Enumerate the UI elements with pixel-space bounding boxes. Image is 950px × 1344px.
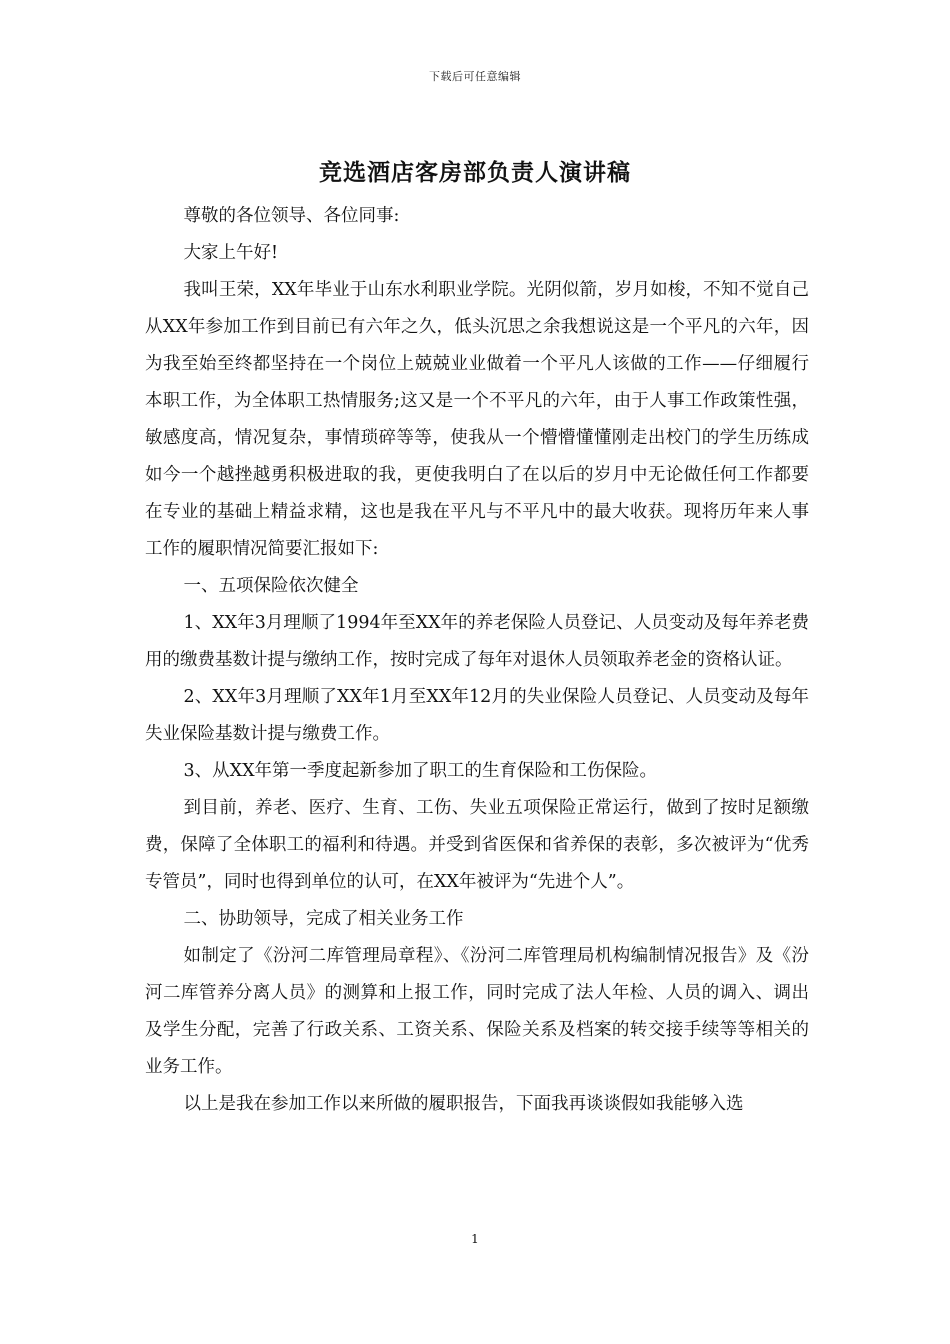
page-number: 1: [471, 1232, 479, 1246]
document-body: [145, 198, 809, 1123]
paragraph-summary: 到目前，养老、医疗、生育、工伤、失业五项保险正常运行，做到了按时足额缴费，保障了全体职工的福利和待遇。并受到省医保和省养保的表彰，多次被评为“优秀专管员”，同时也得到单位的认可，在XX年被评为“先进个人”。: [145, 798, 809, 892]
paragraph-item-1: 1、XX年3月理顺了1994年至XX年的养老保险人员登记、人员变动及每年养老费用的缴费基数计提与缴纳工作，按时完成了每年对退休人员领取养老金的资格认证。: [145, 613, 809, 670]
section-heading-1: 一、五项保险依次健全: [183, 576, 359, 596]
document-title: 竞选酒店客房部负责人演讲稿: [319, 159, 631, 186]
salutation: 尊敬的各位领导、各位同事:: [183, 206, 400, 226]
paragraph-item-3: 3、从XX年第一季度起新参加了职工的生育保险和工伤保险。: [183, 761, 658, 781]
paragraph-business-work: 如制定了《汾河二库管理局章程》、《汾河二库管理局机构编制情况报告》及《汾河二库管养分离人员》的测算和上报工作，同时完成了法人年检、人员的调入、调出及学生分配，完善了行政关系、工资关系、保险关系及档案的转交接手续等等相关的业务工作。: [145, 946, 809, 1077]
header-note: 下载后可任意编辑: [429, 70, 521, 83]
paragraph-intro: 我叫王荣，XX年毕业于山东水利职业学院。光阴似箭，岁月如梭，不知不觉自己从XX年参加工作到目前已有六年之久，低头沉思之余我想说这是一个平凡的六年，因为我至始至终都坚持在一个岗位上兢兢业业做着一个平凡人该做的工作——仔细履行本职工作，为全体职工热情服务;这又是一个不平凡的六年，由于人事工作政策性强，敏感度高，情况复杂，事情琐碎等等，使我从一个懵懵懂懂刚走出校门的学生历练成如今一个越挫越勇积极进取的我，更使我明白了在以后的岁月中无论做任何工作都要在专业的基础上精益求精，这也是我在平凡与不平凡中的最大收获。现将历年来人事工作的履职情况简要汇报如下:: [145, 280, 809, 559]
section-heading-2: 二、协助领导，完成了相关业务工作: [183, 909, 464, 929]
paragraph-closing: 以上是我在参加工作以来所做的履职报告，下面我再谈谈假如我能够入选: [183, 1094, 744, 1114]
paragraph-item-2: 2、XX年3月理顺了XX年1月至XX年12月的失业保险人员登记、人员变动及每年失业保险基数计提与缴费工作。: [145, 687, 809, 744]
greeting: 大家上午好!: [183, 243, 279, 263]
